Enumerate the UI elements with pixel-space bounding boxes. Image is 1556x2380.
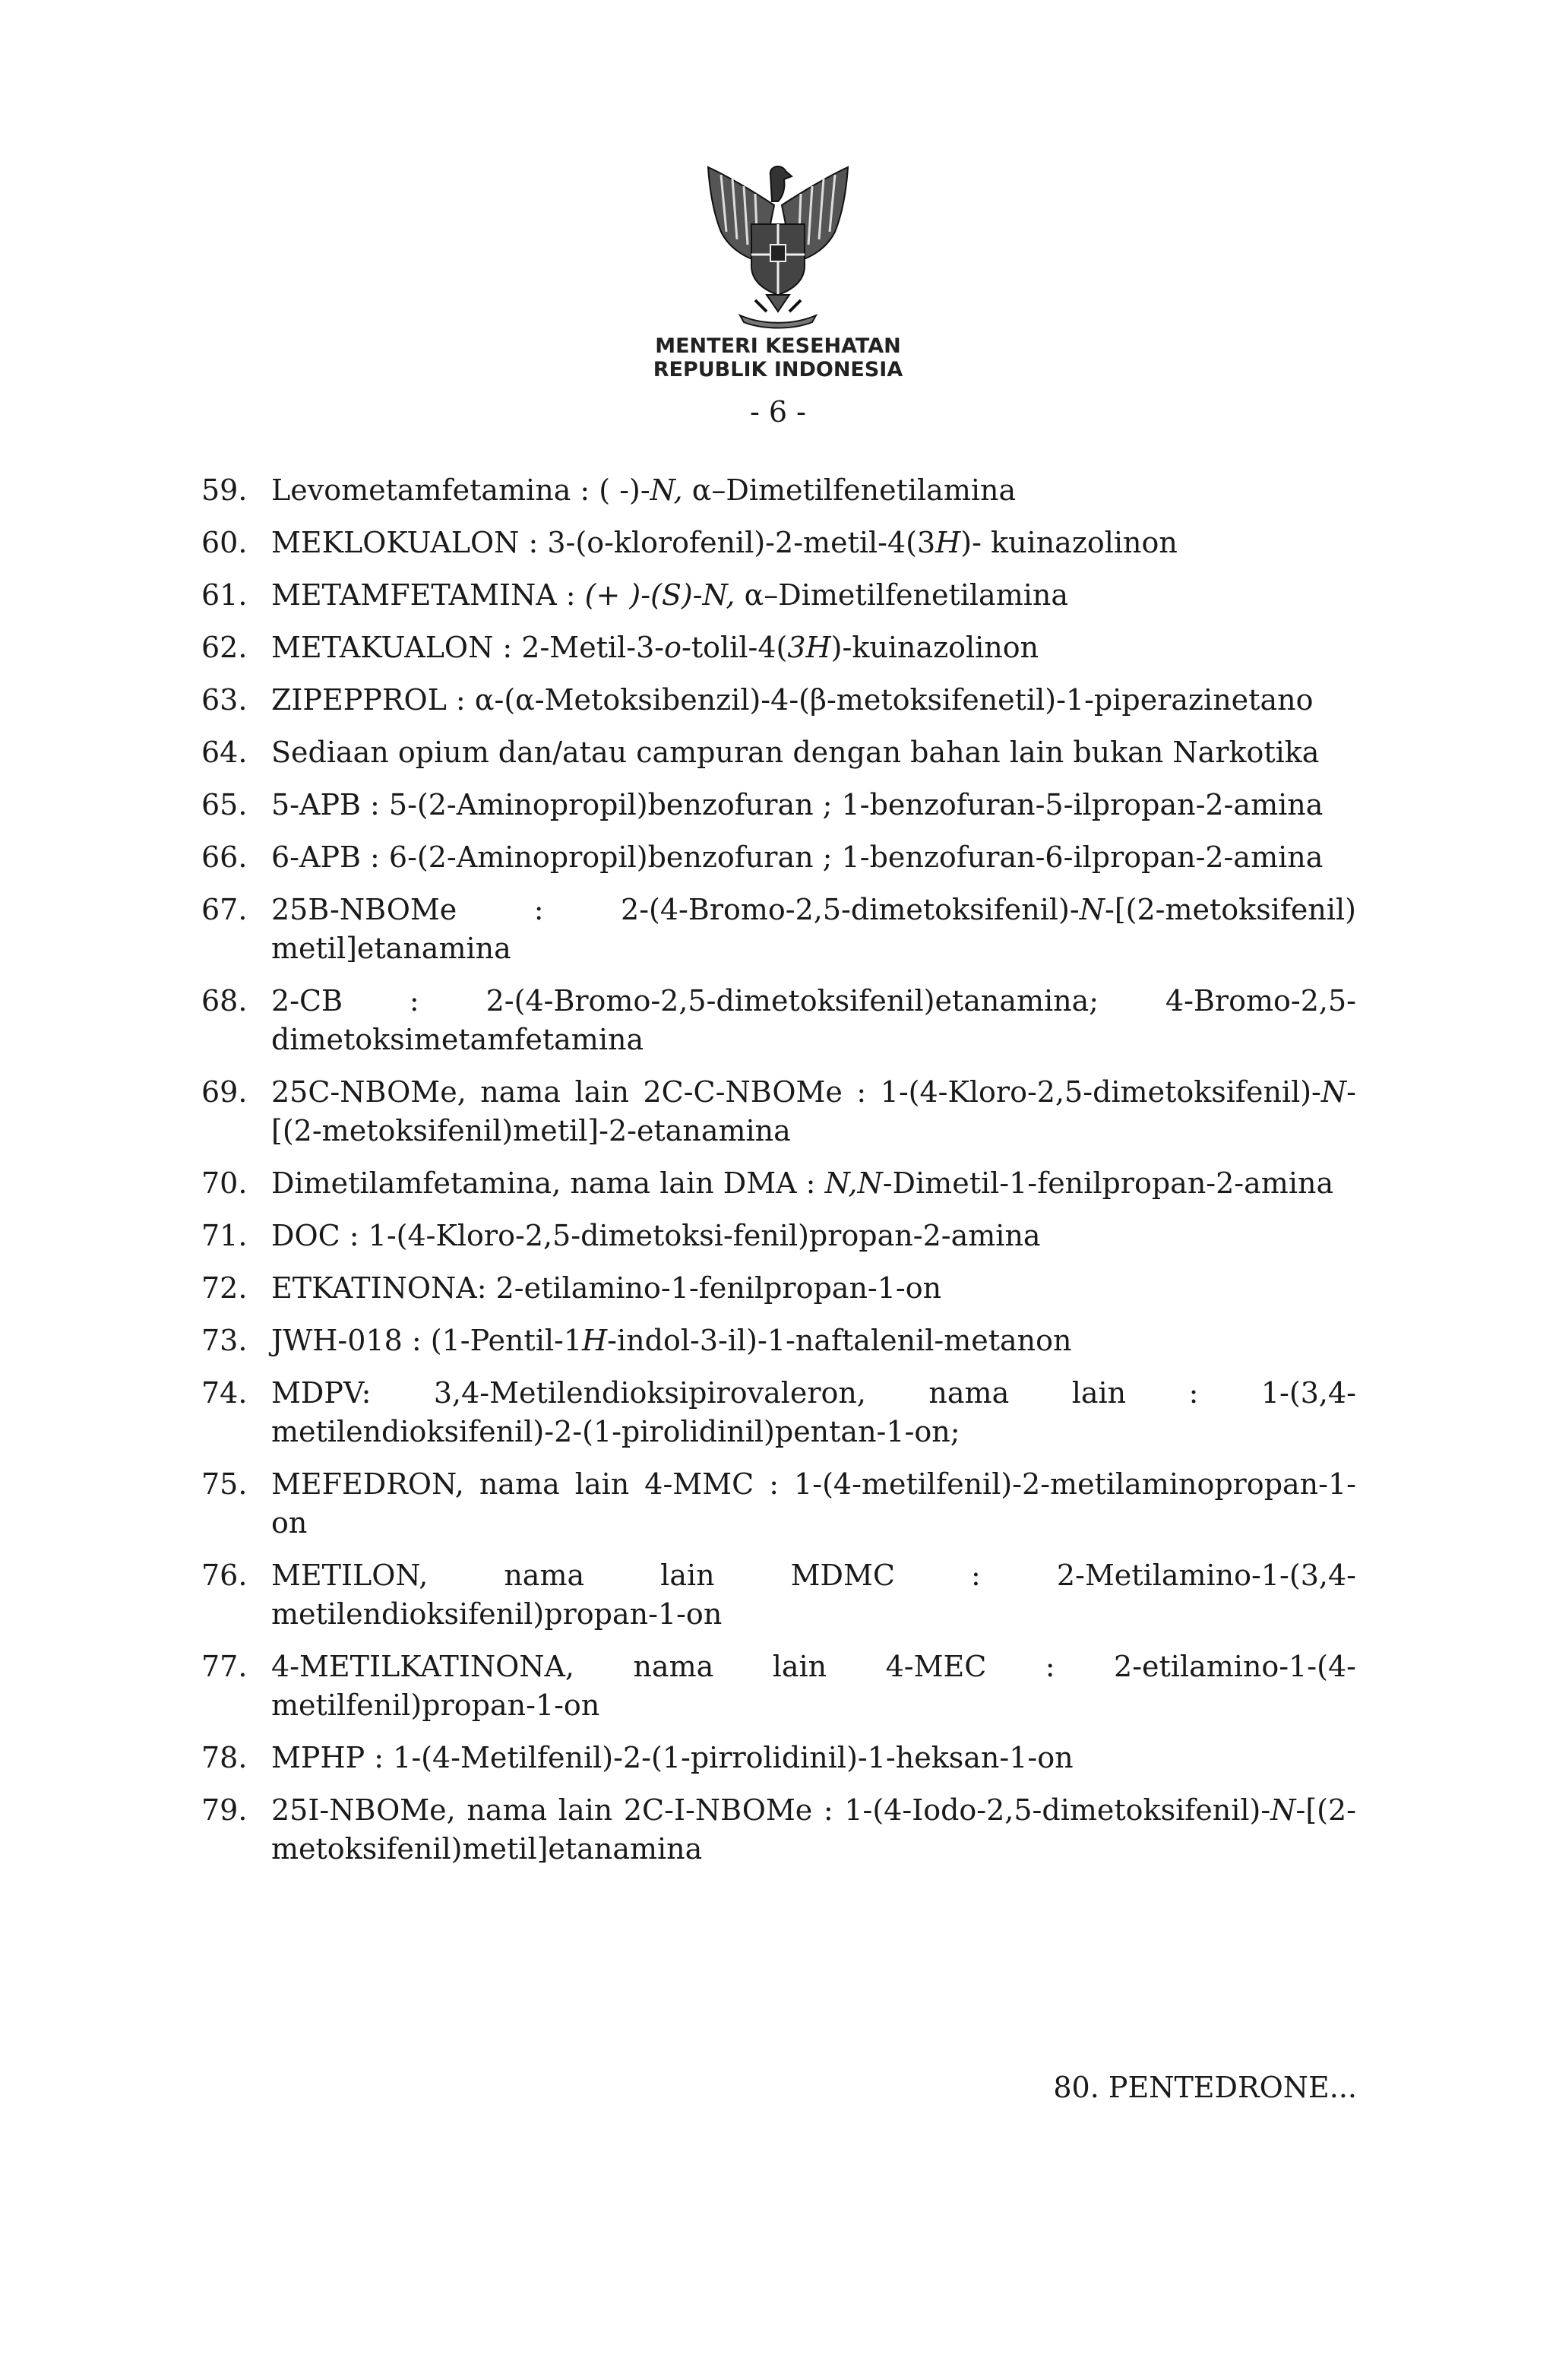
- item-text-segment: 25C-NBOMe, nama lain 2C-C-NBOMe : 1-(4-Kloro-2,5-dimetoksifenil)-: [271, 1075, 1321, 1109]
- item-text-segment: -tolil-4(: [682, 631, 788, 664]
- item-number: 74.: [201, 1376, 248, 1410]
- item-text: [271, 1739, 1356, 1777]
- item-text-segment: JWH-018 : (1-Pentil-1: [271, 1324, 583, 1357]
- list-item: [201, 786, 1356, 824]
- item-text: [271, 1556, 1356, 1634]
- item-text-segment: α–Dimetilfenetilamina: [735, 578, 1069, 612]
- item-number: 75.: [201, 1467, 248, 1501]
- list-item: [201, 1269, 1356, 1308]
- item-text: [271, 1647, 1356, 1725]
- item-text-segment: N: [1079, 893, 1105, 926]
- item-text-segment: 3H: [787, 631, 831, 664]
- substance-list: [201, 471, 1356, 1882]
- item-text-segment: ZIPEPPROL : α-(α-Metoksibenzil)-4-(β-metoksifenetil)-1-piperazinetano: [271, 683, 1314, 717]
- item-number: 73.: [201, 1324, 248, 1357]
- item-text-segment: MDPV: 3,4-Metilendioksipirovaleron, nama lain : 1-(3,4-metilendioksifenil)-2-(1-pirolidinil)pentan-1-on;: [271, 1376, 1356, 1448]
- item-text: [271, 681, 1356, 720]
- item-text-segment: H: [935, 526, 961, 559]
- item-number: 71.: [201, 1219, 248, 1252]
- item-number: 68.: [201, 984, 248, 1018]
- item-text-segment: -indol-3-il)-1-naftalenil-metanon: [607, 1324, 1072, 1357]
- item-text-segment: MEKLOKUALON : 3-(o-klorofenil)-2-metil-4(3: [271, 526, 936, 559]
- list-item: [201, 576, 1356, 615]
- list-item: [201, 1465, 1356, 1543]
- item-text-segment: )- kuinazolinon: [960, 526, 1178, 559]
- item-text: [271, 838, 1356, 877]
- list-item: [201, 524, 1356, 562]
- page-number: - 6 -: [749, 395, 806, 429]
- item-number: 70.: [201, 1166, 248, 1200]
- letterhead-line1: MENTERI KESEHATAN: [655, 334, 901, 358]
- list-item: [201, 1073, 1356, 1150]
- item-text: [271, 1374, 1356, 1451]
- item-number: 59.: [201, 473, 248, 507]
- item-text-segment: )-kuinazolinon: [830, 631, 1039, 664]
- item-number: 62.: [201, 631, 248, 664]
- item-text: [271, 1269, 1356, 1308]
- list-item: [201, 1374, 1356, 1451]
- item-text-segment: Sediaan opium dan/atau campuran dengan bahan lain bukan Narkotika: [271, 736, 1320, 769]
- item-text-segment: MPHP : 1-(4-Metilfenil)-2-(1-pirrolidinil)-1-heksan-1-on: [271, 1741, 1074, 1774]
- list-item: [201, 1321, 1356, 1360]
- item-text-segment: ETKATINONA: 2-etilamino-1-fenilpropan-1-on: [271, 1271, 942, 1305]
- item-text-segment: N,: [650, 473, 683, 507]
- item-text: [271, 786, 1356, 824]
- item-text-segment: Levometamfetamina : ( -)-: [271, 473, 650, 507]
- item-text-segment: METAKUALON : 2-Metil-3-: [271, 631, 665, 664]
- item-text-segment: 2-CB : 2-(4-Bromo-2,5-dimetoksifenil)etanamina; 4-Bromo-2,5-dimetoksimetamfetamina: [271, 984, 1356, 1056]
- item-number: 63.: [201, 683, 248, 717]
- item-number: 77.: [201, 1650, 248, 1683]
- list-item: [201, 1164, 1356, 1203]
- item-text: [271, 1073, 1356, 1150]
- list-item: [201, 1217, 1356, 1255]
- item-text-segment: (+ )-(S)-N,: [584, 578, 735, 612]
- item-text: [271, 1321, 1356, 1360]
- list-item: [201, 1556, 1356, 1634]
- item-text-segment: Dimetilamfetamina, nama lain DMA :: [271, 1166, 825, 1200]
- item-number: 64.: [201, 736, 248, 769]
- item-text: [271, 1791, 1356, 1869]
- item-text-segment: MEFEDRON, nama lain 4-MMC : 1-(4-metilfenil)-2-metilaminopropan-1-on: [271, 1467, 1356, 1540]
- garuda-pancasila-emblem-icon: [679, 160, 877, 334]
- item-text-segment: N: [1270, 1793, 1296, 1827]
- item-text-segment: 4-METILKATINONA, nama lain 4-MEC : 2-etilamino-1-(4-metilfenil)propan-1-on: [271, 1650, 1356, 1722]
- item-number: 66.: [201, 840, 248, 874]
- item-number: 61.: [201, 578, 248, 612]
- item-text-segment: N: [1320, 1075, 1347, 1109]
- item-text-segment: N,N: [824, 1166, 883, 1200]
- list-item: [201, 982, 1356, 1059]
- list-item: [201, 681, 1356, 720]
- item-number: 76.: [201, 1559, 248, 1592]
- item-text-segment: -Dimetil-1-fenilpropan-2-amina: [882, 1166, 1334, 1200]
- item-text-segment: 25B-NBOMe : 2-(4-Bromo-2,5-dimetoksifenil)-: [271, 893, 1080, 926]
- item-number: 65.: [201, 788, 248, 821]
- item-text: [271, 1217, 1356, 1255]
- item-number: 69.: [201, 1075, 248, 1109]
- item-text-segment: METAMFETAMINA :: [271, 578, 585, 612]
- item-text: [271, 1164, 1356, 1203]
- item-text: [271, 982, 1356, 1059]
- item-number: 67.: [201, 893, 248, 926]
- letterhead: [0, 160, 1556, 381]
- item-number: 72.: [201, 1271, 248, 1305]
- item-text-segment: -[(2-metoksifenil) metil]etanamina: [271, 893, 1356, 965]
- item-text-segment: o: [664, 631, 682, 664]
- list-item: [201, 1739, 1356, 1777]
- item-text-segment: METILON, nama lain MDMC : 2-Metilamino-1-(3,4-metilendioksifenil)propan-1-on: [271, 1559, 1356, 1631]
- list-item: [201, 1647, 1356, 1725]
- item-number: 60.: [201, 526, 248, 559]
- item-text: [271, 576, 1356, 615]
- list-item: [201, 628, 1356, 667]
- item-text: [271, 628, 1356, 667]
- item-text: [271, 891, 1356, 968]
- continuation-note: 80. PENTEDRONE...: [1053, 2071, 1357, 2104]
- item-text: [271, 471, 1356, 510]
- item-text-segment: -[(2-metoksifenil)metil]-2-etanamina: [271, 1075, 1356, 1147]
- list-item: [201, 838, 1356, 877]
- list-item: [201, 891, 1356, 968]
- item-text: [271, 733, 1356, 772]
- letterhead-line2: REPUBLIK INDONESIA: [653, 358, 903, 381]
- item-text-segment: 5-APB : 5-(2-Aminopropil)benzofuran ; 1-benzofuran-5-ilpropan-2-amina: [271, 788, 1324, 821]
- list-item: [201, 1791, 1356, 1869]
- item-text-segment: -[(2-metoksifenil)metil]etanamina: [271, 1793, 1356, 1866]
- item-text-segment: DOC : 1-(4-Kloro-2,5-dimetoksi-fenil)propan-2-amina: [271, 1219, 1041, 1252]
- list-item: [201, 733, 1356, 772]
- list-item: [201, 471, 1356, 510]
- item-text: [271, 524, 1356, 562]
- item-text-segment: H: [582, 1324, 608, 1357]
- item-number: 78.: [201, 1741, 248, 1774]
- item-text-segment: α–Dimetilfenetilamina: [682, 473, 1017, 507]
- item-text: [271, 1465, 1356, 1543]
- item-text-segment: 6-APB : 6-(2-Aminopropil)benzofuran ; 1-benzofuran-6-ilpropan-2-amina: [271, 840, 1324, 874]
- item-number: 79.: [201, 1793, 248, 1827]
- item-text-segment: 25I-NBOMe, nama lain 2C-I-NBOMe : 1-(4-Iodo-2,5-dimetoksifenil)-: [271, 1793, 1271, 1827]
